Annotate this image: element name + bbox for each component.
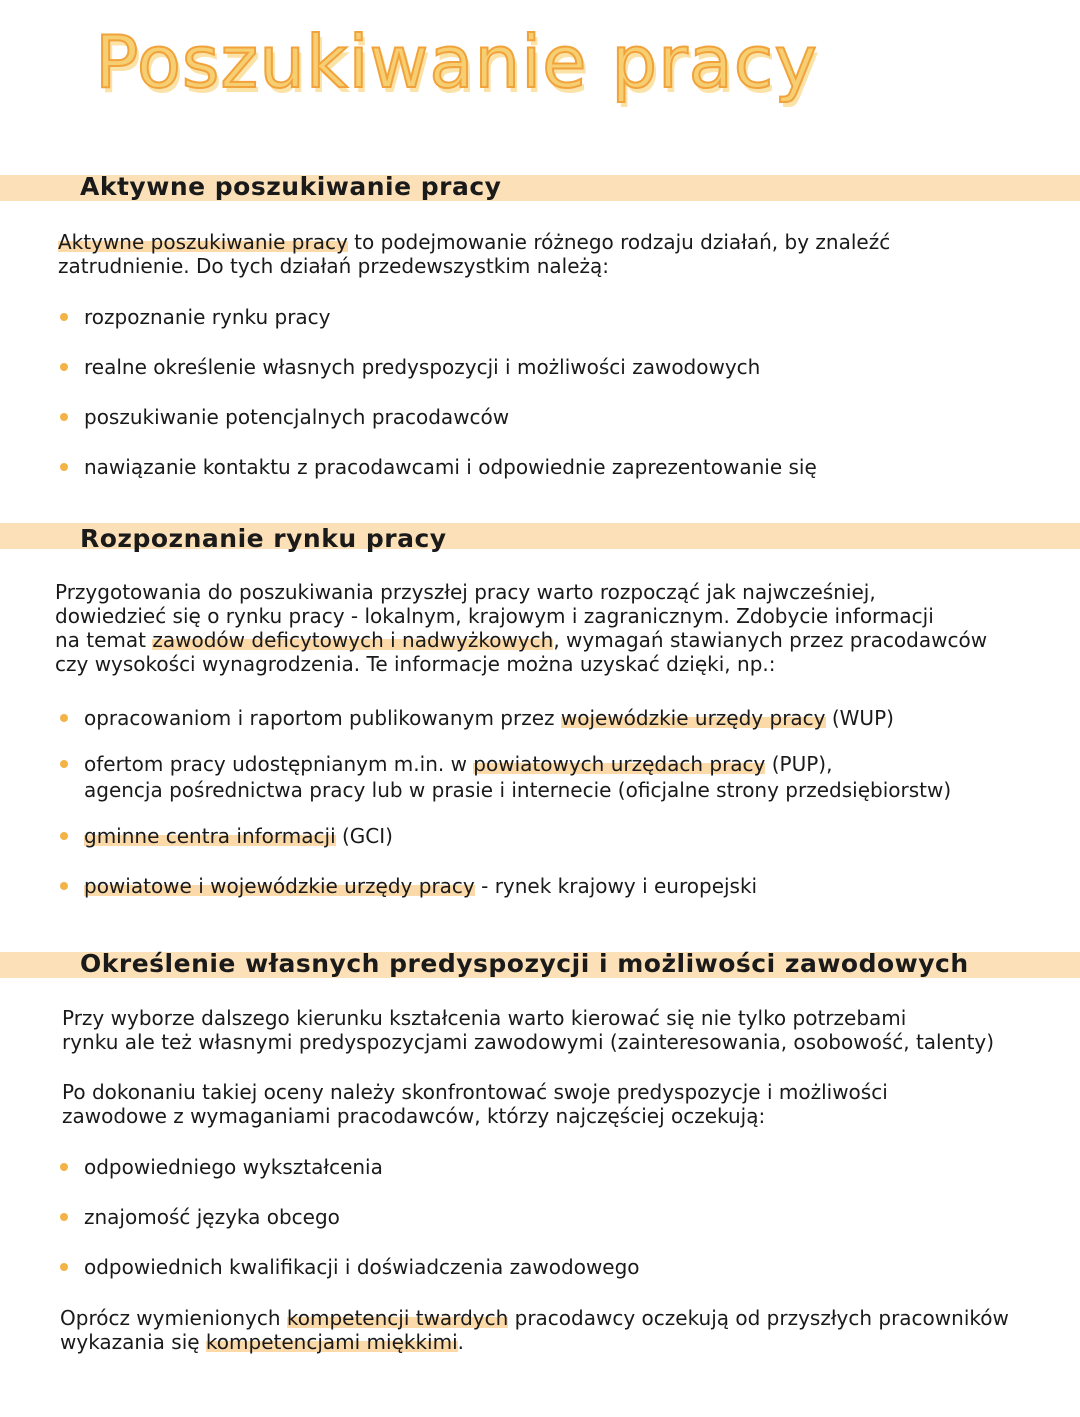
- list-item: [56, 706, 951, 730]
- bullet-icon: [60, 832, 68, 840]
- text: .: [457, 1330, 464, 1354]
- text: (GCI): [335, 824, 393, 848]
- bullet-icon: [60, 714, 68, 722]
- section3-para3-line2: [60, 1330, 464, 1354]
- text: wykazania się: [60, 1330, 206, 1354]
- highlight: kompetencji twardych: [286, 1306, 509, 1330]
- list-item-text: realne określenie własnych predyspozycji i możliwości zawodowych: [84, 355, 761, 379]
- list-item-text: znajomość języka obcego: [84, 1205, 340, 1229]
- list-item: [56, 824, 951, 848]
- list-item: [56, 305, 817, 329]
- text: , wymagań stawianych przez pracodawców: [553, 628, 988, 652]
- section1-list: [56, 305, 817, 479]
- text: pracodawcy oczekują od przyszłych pracowników: [508, 1306, 1009, 1330]
- section3-para1-line2: rynku ale też własnymi predyspozycjami zawodowymi (zainteresowania, osobowość, talenty): [62, 1030, 995, 1054]
- section2-list: [56, 706, 951, 898]
- list-item: [56, 455, 817, 479]
- text: (WUP): [825, 706, 894, 730]
- section3-para2-line2: zawodowe z wymaganiami pracodawców, którzy najczęściej oczekują:: [62, 1104, 766, 1128]
- section2-para-line4: czy wysokości wynagrodzenia. Te informacje można uzyskać dzięki, np.:: [55, 652, 776, 676]
- section3-para2-line1: Po dokonaniu takiej oceny należy skonfrontować swoje predyspozycje i możliwości: [62, 1080, 888, 1104]
- list-item: [56, 874, 951, 898]
- list-item-text: poszukiwanie potencjalnych pracodawców: [84, 405, 510, 429]
- text: ofertom pracy udostępnianym m.in. w: [84, 752, 474, 776]
- bullet-icon: [60, 413, 68, 421]
- list-item: [56, 752, 951, 776]
- list-item-continuation: [56, 778, 951, 802]
- section3-para3-line1: [60, 1306, 1009, 1330]
- text: to podejmowanie różnego rodzaju działań, by znaleźć: [347, 230, 891, 254]
- list-item: [56, 1255, 640, 1279]
- highlight: powiatowych urzędach pracy: [473, 752, 766, 776]
- section-heading-market: Rozpoznanie rynku pracy: [80, 524, 447, 553]
- section1-intro-line2: zatrudnienie. Do tych działań przedewszystkim należą:: [58, 254, 610, 278]
- list-item: [56, 1205, 640, 1229]
- highlight: powiatowe i wojewódzkie urzędy pracy: [84, 874, 475, 898]
- highlight: kompetencjami miękkimi: [205, 1330, 458, 1354]
- list-item: [56, 355, 817, 379]
- highlight: Aktywne poszukiwanie pracy: [58, 230, 348, 254]
- highlight: zawodów deficytowych i nadwyżkowych: [152, 628, 554, 652]
- text: - rynek krajowy i europejski: [474, 874, 758, 898]
- text: opracowaniom i raportom publikowanym przez: [84, 706, 561, 730]
- bullet-icon: [60, 882, 68, 890]
- section3-list: [56, 1155, 640, 1279]
- bullet-icon: [60, 363, 68, 371]
- bullet-icon: [60, 313, 68, 321]
- section-heading-predispositions: Określenie własnych predyspozycji i możliwości zawodowych: [80, 949, 969, 978]
- page-title: Poszukiwanie pracy: [95, 20, 818, 104]
- section2-para-line1: Przygotowania do poszukiwania przyszłej pracy warto rozpocząć jak najwcześniej,: [55, 580, 876, 604]
- text: (PUP),: [765, 752, 833, 776]
- list-item: [56, 1155, 640, 1179]
- highlight: wojewódzkie urzędy pracy: [560, 706, 826, 730]
- section3-para1-line1: Przy wyborze dalszego kierunku kształcenia warto kierować się nie tylko potrzebami: [62, 1006, 907, 1030]
- list-item-text: odpowiedniego wykształcenia: [84, 1155, 383, 1179]
- list-item-text: nawiązanie kontaktu z pracodawcami i odpowiednie zaprezentowanie się: [84, 455, 817, 479]
- bullet-icon: [60, 1213, 68, 1221]
- bullet-icon: [60, 463, 68, 471]
- bullet-icon: [60, 1263, 68, 1271]
- section2-para-line3: [55, 628, 987, 652]
- list-item-text: odpowiednich kwalifikacji i doświadczenia zawodowego: [84, 1255, 640, 1279]
- text: Oprócz wymienionych: [60, 1306, 287, 1330]
- bullet-icon: [60, 760, 68, 768]
- bullet-icon: [60, 1163, 68, 1171]
- list-item-text: rozpoznanie rynku pracy: [84, 305, 331, 329]
- text: agencja pośrednictwa pracy lub w prasie i internecie (oficjalne strony przedsiębiorstw): [84, 778, 952, 802]
- highlight: gminne centra informacji: [84, 824, 336, 848]
- section-heading-active-search: Aktywne poszukiwanie pracy: [80, 172, 502, 201]
- section1-intro-line1: [58, 230, 890, 254]
- list-item: [56, 405, 817, 429]
- text: na temat: [55, 628, 153, 652]
- section2-para-line2: dowiedzieć się o rynku pracy - lokalnym, krajowym i zagranicznym. Zdobycie informacji: [55, 604, 934, 628]
